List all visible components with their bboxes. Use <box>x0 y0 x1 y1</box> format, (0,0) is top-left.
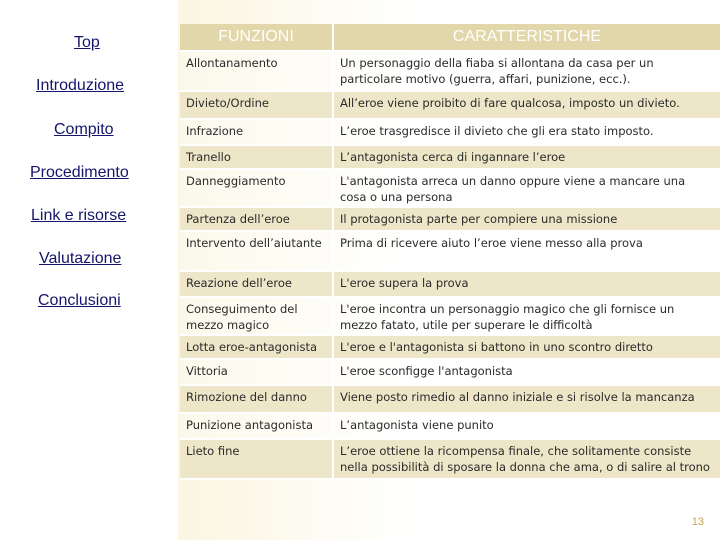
nav-link-introduzione[interactable]: Introduzione <box>36 77 125 94</box>
function-cell: Infrazione <box>180 120 332 146</box>
page-number: 13 <box>691 516 704 528</box>
description-cell: All’eroe viene proibito di fare qualcosa, imposto un divieto. <box>332 92 720 120</box>
nav-link-compito[interactable]: Compito <box>54 121 114 138</box>
table-row <box>180 52 720 92</box>
table-row <box>180 120 720 146</box>
description-cell: L'eroe e l'antagonista si battono in uno scontro diretto <box>332 336 720 360</box>
header-caratteristiche: CARATTERISTICHE <box>332 24 720 52</box>
table-row <box>180 272 720 298</box>
description-cell: L’eroe ottiene la ricompensa finale, che solitamente consiste nella possibilità di sposare la donna che ama, o di salire al trono <box>332 440 720 480</box>
function-cell: Danneggiamento <box>180 170 332 208</box>
table-row <box>180 386 720 414</box>
description-cell: Un personaggio della fiaba si allontana da casa per un particolare motivo (guerra, affari, punizione, ecc.). <box>332 52 720 92</box>
function-cell: Conseguimento del mezzo magico <box>180 298 332 336</box>
function-cell: Tranello <box>180 146 332 170</box>
function-cell: Vittoria <box>180 360 332 386</box>
function-cell: Divieto/Ordine <box>180 92 332 120</box>
function-cell: Allontanamento <box>180 52 332 92</box>
description-cell: L’antagonista viene punito <box>332 414 720 440</box>
table-row <box>180 360 720 386</box>
function-cell: Reazione dell’eroe <box>180 272 332 298</box>
functions-table <box>180 24 720 480</box>
function-cell: Partenza dell’eroe <box>180 208 332 232</box>
table-row <box>180 208 720 232</box>
nav-link-link-e-risorse[interactable]: Link e risorse <box>31 207 127 224</box>
nav-link-procedimento[interactable]: Procedimento <box>30 164 129 181</box>
description-cell: L’eroe trasgredisce il divieto che gli era stato imposto. <box>332 120 720 146</box>
content-area <box>178 0 720 540</box>
table-row <box>180 92 720 120</box>
table-row <box>180 146 720 170</box>
table-row <box>180 232 720 272</box>
description-cell: L'eroe supera la prova <box>332 272 720 298</box>
function-cell: Rimozione del danno <box>180 386 332 414</box>
header-funzioni: FUNZIONI <box>180 24 332 52</box>
nav-link-top[interactable]: Top <box>74 34 100 51</box>
description-cell: Viene posto rimedio al danno iniziale e si risolve la mancanza <box>332 386 720 414</box>
table-row <box>180 170 720 208</box>
table-row <box>180 336 720 360</box>
description-cell: L'eroe sconfigge l'antagonista <box>332 360 720 386</box>
table-row <box>180 414 720 440</box>
function-cell: Punizione antagonista <box>180 414 332 440</box>
description-cell: L'eroe incontra un personaggio magico che gli fornisce un mezzo fatato, utile per superare le difficoltà <box>332 298 720 336</box>
table-header-row <box>180 24 720 52</box>
description-cell: Prima di ricevere aiuto l’eroe viene messo alla prova <box>332 232 720 272</box>
description-cell: L'antagonista arreca un danno oppure viene a mancare una cosa o una persona <box>332 170 720 208</box>
table-row <box>180 298 720 336</box>
sidebar-nav <box>0 0 178 540</box>
nav-link-valutazione[interactable]: Valutazione <box>39 250 122 267</box>
function-cell: Lotta eroe-antagonista <box>180 336 332 360</box>
nav-link-conclusioni[interactable]: Conclusioni <box>38 292 121 309</box>
function-cell: Lieto fine <box>180 440 332 480</box>
description-cell: Il protagonista parte per compiere una missione <box>332 208 720 232</box>
function-cell: Intervento dell’aiutante <box>180 232 332 272</box>
description-cell: L’antagonista cerca di ingannare l’eroe <box>332 146 720 170</box>
table-row <box>180 440 720 480</box>
